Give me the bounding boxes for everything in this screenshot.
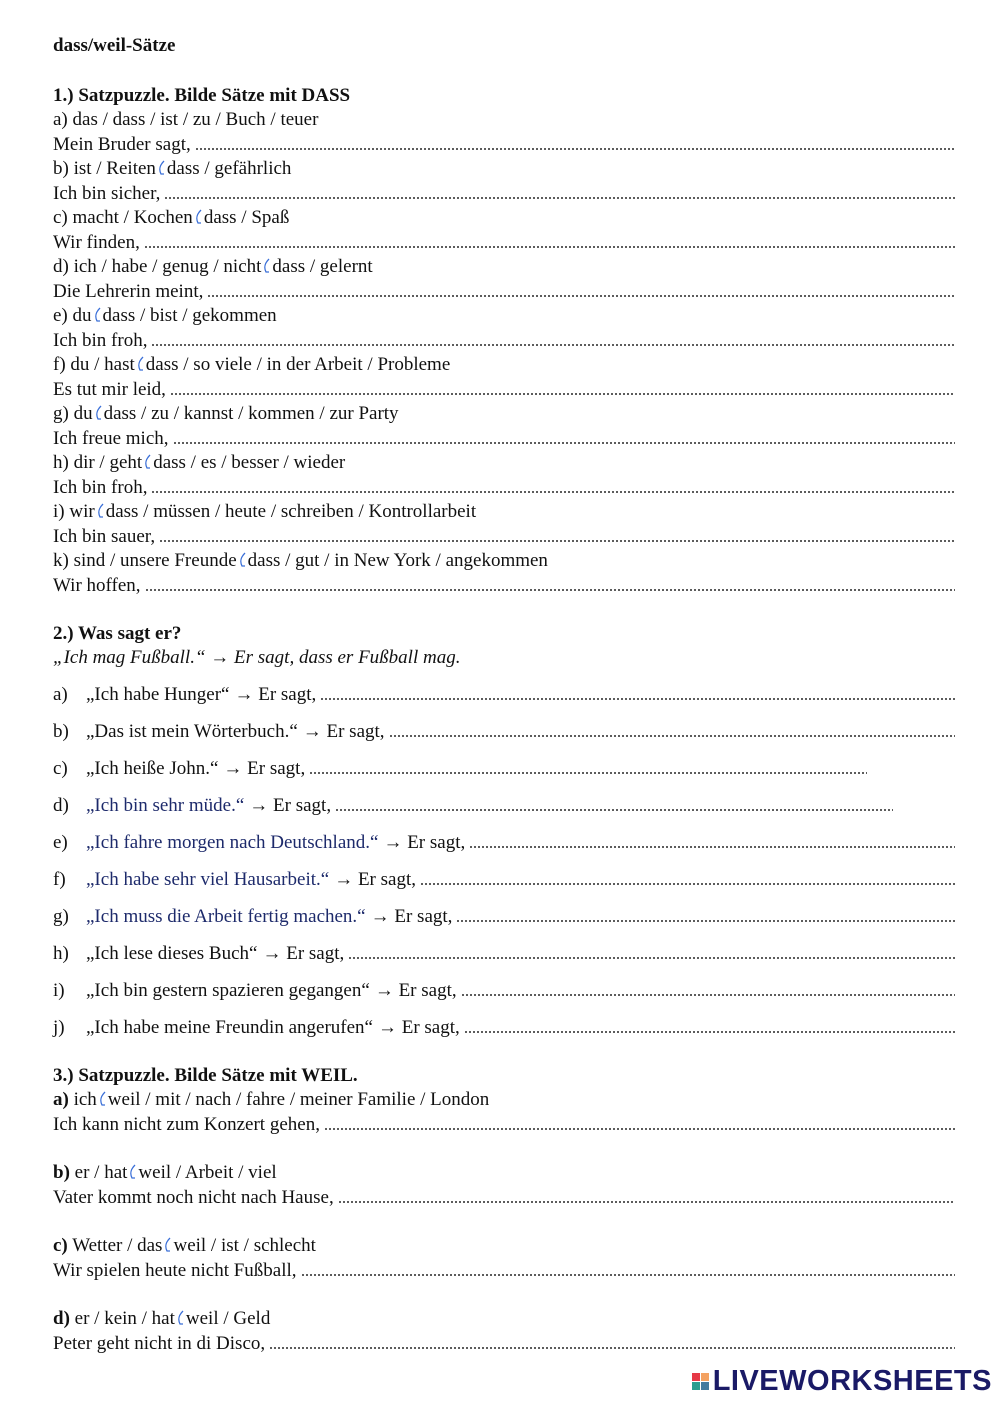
answer-blank[interactable] <box>320 696 955 702</box>
answer-blank[interactable] <box>301 1272 955 1278</box>
answer-blank[interactable] <box>207 293 955 299</box>
er-sagt-label: → Er sagt, <box>383 832 466 853</box>
answer-blank[interactable] <box>456 918 955 924</box>
answer-blank[interactable] <box>144 244 955 250</box>
item-letter: d) <box>53 1308 70 1329</box>
section-1-heading: 1.) Satzpuzzle. Bilde Sätze mit DASS <box>53 85 351 106</box>
reported-speech-row <box>53 720 955 744</box>
squiggle-mark-icon <box>262 257 271 276</box>
direct-quote: „Ich habe sehr viel Hausarbeit.“ <box>86 869 330 890</box>
dass-puzzle-prompt <box>53 157 955 182</box>
item-letter: c) <box>53 1235 68 1256</box>
reported-speech-row <box>53 905 955 929</box>
prompt-part-1: h) dir / geht <box>53 452 143 473</box>
direct-quote: „Ich lese dieses Buch“ <box>86 943 258 964</box>
prompt-part-1: f) du / hast <box>53 354 135 375</box>
answer-blank[interactable] <box>164 195 955 201</box>
answer-blank[interactable] <box>170 391 955 397</box>
er-sagt-label: → Er sagt, <box>302 721 385 742</box>
liveworksheets-logo-icon <box>692 1373 709 1390</box>
squiggle-mark-icon <box>94 404 103 423</box>
answer-row <box>53 280 955 305</box>
section-1-items <box>53 108 955 598</box>
reported-speech-row <box>53 1016 955 1040</box>
weil-puzzle-prompt <box>53 1307 955 1332</box>
squiggle-mark-icon <box>238 551 247 570</box>
section-1 <box>53 84 955 598</box>
weil-puzzle-prompt <box>53 1161 955 1186</box>
answer-blank[interactable] <box>145 587 955 593</box>
dass-puzzle-prompt <box>53 206 955 231</box>
answer-blank[interactable] <box>173 440 955 446</box>
prompt-part-2: weil / Arbeit / viel <box>138 1162 277 1183</box>
section-2-example: „Ich mag Fußball.“ → Er sagt, dass er Fußball mag. <box>53 647 461 668</box>
prompt-part-1: er / hat <box>74 1162 128 1183</box>
section-3-heading: 3.) Satzpuzzle. Bilde Sätze mit WEIL. <box>53 1065 358 1086</box>
reported-speech-row <box>53 831 955 855</box>
sentence-starter: Wir finden, <box>53 231 140 253</box>
er-sagt-label: → Er sagt, <box>249 795 332 816</box>
item-letter: g) <box>53 906 69 927</box>
prompt-part-2: weil / Geld <box>185 1308 271 1329</box>
answer-row <box>53 427 955 452</box>
squiggle-mark-icon <box>143 453 152 472</box>
sentence-starter: Ich bin sicher, <box>53 182 161 204</box>
answer-row <box>53 525 955 550</box>
answer-row <box>53 1186 955 1211</box>
er-sagt-label: → Er sagt, <box>374 980 457 1001</box>
item-letter: b) <box>53 721 69 742</box>
dass-puzzle-prompt <box>53 402 955 427</box>
answer-row <box>53 378 955 403</box>
section-3-items <box>53 1088 955 1356</box>
item-letter: e) <box>53 832 68 853</box>
answer-row <box>53 133 955 158</box>
answer-row <box>53 182 955 207</box>
answer-blank[interactable] <box>348 955 955 961</box>
sentence-starter: Wir hoffen, <box>53 574 141 596</box>
direct-quote: „Ich muss die Arbeit fertig machen.“ <box>86 906 366 927</box>
dass-puzzle-prompt <box>53 549 955 574</box>
prompt-part-2: dass / gelernt <box>272 256 373 277</box>
answer-blank[interactable] <box>159 538 955 544</box>
answer-row <box>53 476 955 501</box>
prompt-part-2: dass / es / besser / wieder <box>153 452 346 473</box>
answer-blank[interactable] <box>461 992 955 998</box>
er-sagt-label: → Er sagt, <box>334 869 416 890</box>
sentence-starter: Ich kann nicht zum Konzert gehen, <box>53 1113 320 1135</box>
squiggle-mark-icon <box>98 1090 107 1109</box>
reported-speech-row <box>53 757 955 781</box>
answer-blank[interactable] <box>335 807 893 813</box>
item-letter: d) <box>53 795 69 816</box>
squiggle-mark-icon <box>157 159 166 178</box>
sentence-starter: Ich bin froh, <box>53 476 148 498</box>
sentence-starter: Mein Bruder sagt, <box>53 133 191 155</box>
brand-text: LIVEWORKSHEETS <box>712 1365 992 1397</box>
prompt-part-1: k) sind / unsere Freunde <box>53 550 237 571</box>
reported-speech-row <box>53 942 955 966</box>
answer-blank[interactable] <box>309 770 867 776</box>
dass-puzzle-prompt <box>53 451 955 476</box>
answer-blank[interactable] <box>324 1126 955 1132</box>
squiggle-mark-icon <box>136 355 145 374</box>
er-sagt-label: → Er sagt, <box>262 943 345 964</box>
sentence-starter: Wir spielen heute nicht Fußball, <box>53 1259 297 1281</box>
prompt-part-1: b) ist / Reiten <box>53 158 156 179</box>
prompt-part-1: a) das / dass / ist / zu / Buch / teuer <box>53 109 319 130</box>
prompt-part-2: weil / mit / nach / fahre / meiner Familie / London <box>107 1089 490 1110</box>
prompt-part-2: dass / gut / in New York / angekommen <box>247 550 548 571</box>
section-2-items <box>53 683 955 1040</box>
direct-quote: „Ich bin sehr müde.“ <box>86 795 245 816</box>
item-letter: c) <box>53 758 68 779</box>
dass-puzzle-prompt <box>53 353 955 378</box>
worksheet-title: dass/weil-Sätze <box>53 35 176 56</box>
answer-blank[interactable] <box>420 881 955 887</box>
prompt-part-1: ich <box>73 1089 97 1110</box>
answer-blank[interactable] <box>469 844 955 850</box>
er-sagt-label: → Er sagt, <box>234 684 317 705</box>
er-sagt-label: → Er sagt, <box>377 1017 460 1038</box>
er-sagt-label: → Er sagt, <box>370 906 453 927</box>
sentence-starter: Die Lehrerin meint, <box>53 280 204 302</box>
squiggle-mark-icon <box>93 306 102 325</box>
sentence-starter: Ich bin froh, <box>53 329 148 351</box>
answer-blank[interactable] <box>269 1345 955 1351</box>
squiggle-mark-icon <box>194 208 203 227</box>
answer-blank[interactable] <box>151 342 955 348</box>
prompt-part-2: dass / bist / gekommen <box>102 305 277 326</box>
prompt-part-2: dass / Spaß <box>203 207 290 228</box>
prompt-part-1: c) macht / Kochen <box>53 207 193 228</box>
squiggle-mark-icon <box>128 1163 137 1182</box>
answer-blank[interactable] <box>389 733 955 739</box>
sentence-starter: Es tut mir leid, <box>53 378 166 400</box>
item-letter: a) <box>53 1089 69 1110</box>
answer-blank[interactable] <box>151 489 955 495</box>
item-letter: h) <box>53 943 69 964</box>
squiggle-mark-icon <box>176 1309 185 1328</box>
section-2 <box>53 622 955 1040</box>
prompt-part-1: d) ich / habe / genug / nicht <box>53 256 262 277</box>
squiggle-mark-icon <box>163 1236 172 1255</box>
prompt-part-2: dass / gefährlich <box>166 158 292 179</box>
prompt-part-2: weil / ist / schlecht <box>173 1235 316 1256</box>
answer-blank[interactable] <box>338 1199 955 1205</box>
answer-row <box>53 1332 955 1357</box>
squiggle-mark-icon <box>96 502 105 521</box>
direct-quote: „Ich habe meine Freundin angerufen“ <box>86 1017 373 1038</box>
answer-row <box>53 329 955 354</box>
section-2-heading: 2.) Was sagt er? <box>53 623 182 644</box>
item-letter: b) <box>53 1162 70 1183</box>
sentence-starter: Peter geht nicht in di Disco, <box>53 1332 266 1354</box>
item-letter: a) <box>53 684 68 705</box>
item-letter: j) <box>53 1017 65 1038</box>
prompt-part-1: e) du <box>53 305 92 326</box>
liveworksheets-brand <box>692 1365 992 1398</box>
reported-speech-row <box>53 683 955 707</box>
prompt-part-2: dass / müssen / heute / schreiben / Kontrollarbeit <box>105 501 477 522</box>
prompt-part-1: g) du <box>53 403 93 424</box>
answer-blank[interactable] <box>195 146 955 152</box>
er-sagt-label: → Er sagt, <box>223 758 306 779</box>
answer-row <box>53 1259 955 1284</box>
weil-puzzle-prompt <box>53 1234 955 1259</box>
dass-puzzle-prompt <box>53 500 955 525</box>
answer-row <box>53 1113 955 1138</box>
reported-speech-row <box>53 868 955 892</box>
prompt-part-2: dass / so viele / in der Arbeit / Probleme <box>145 354 451 375</box>
answer-row <box>53 231 955 256</box>
prompt-part-1: i) wir <box>53 501 95 522</box>
direct-quote: „Das ist mein Wörterbuch.“ <box>86 721 298 742</box>
section-3 <box>53 1064 955 1356</box>
weil-puzzle-prompt <box>53 1088 955 1113</box>
prompt-part-2: dass / zu / kannst / kommen / zur Party <box>103 403 399 424</box>
prompt-part-1: er / kein / hat <box>74 1308 175 1329</box>
dass-puzzle-prompt <box>53 255 955 280</box>
dass-puzzle-prompt <box>53 108 955 133</box>
dass-puzzle-prompt <box>53 304 955 329</box>
direct-quote: „Ich heiße John.“ <box>86 758 219 779</box>
item-letter: f) <box>53 869 66 890</box>
reported-speech-row <box>53 979 955 1003</box>
sentence-starter: Ich bin sauer, <box>53 525 156 547</box>
item-letter: i) <box>53 980 65 1001</box>
reported-speech-row <box>53 794 955 818</box>
direct-quote: „Ich fahre morgen nach Deutschland.“ <box>86 832 379 853</box>
prompt-part-1: Wetter / das <box>72 1235 163 1256</box>
answer-blank[interactable] <box>464 1029 955 1035</box>
sentence-starter: Ich freue mich, <box>53 427 169 449</box>
worksheet-page <box>53 34 955 1356</box>
answer-row <box>53 574 955 599</box>
sentence-starter: Vater kommt noch nicht nach Hause, <box>53 1186 334 1208</box>
direct-quote: „Ich bin gestern spazieren gegangen“ <box>86 980 370 1001</box>
direct-quote: „Ich habe Hunger“ <box>86 684 230 705</box>
